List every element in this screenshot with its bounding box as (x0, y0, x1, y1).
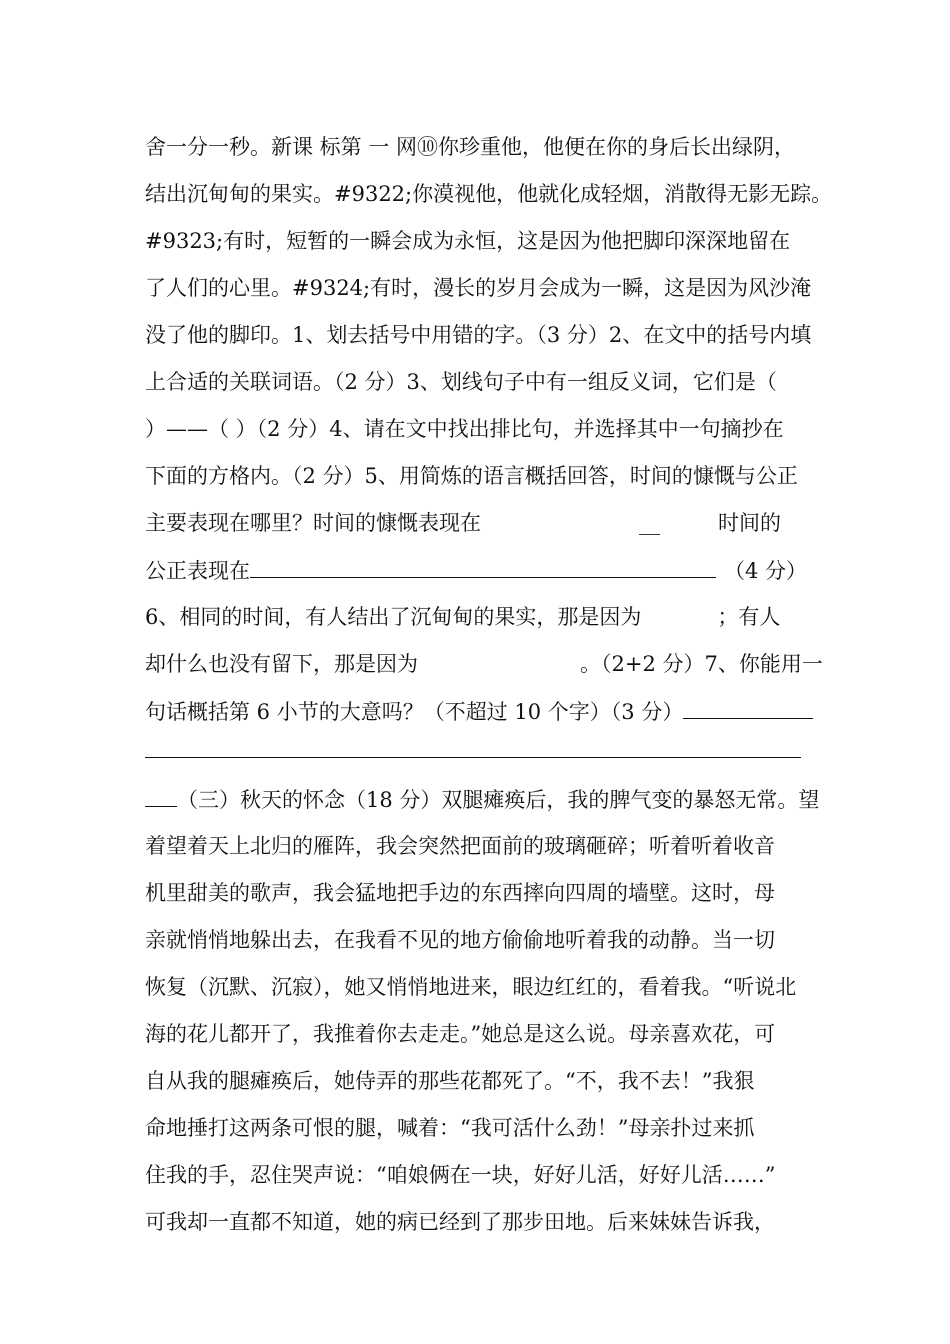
answer-blank-lead (145, 784, 177, 807)
text-line-17: 机里甜美的歌声，我会猛地把手边的东西摔向四周的墙壁。这时，母 (145, 881, 775, 905)
text-line-13 (145, 696, 810, 727)
line10-text-b: （4 分） (724, 559, 808, 583)
text-line-22: 命地捶打这两条可恨的腿，喊着：“我可活什么劲！”母亲扑过来抓 (145, 1116, 755, 1140)
text-line-6: 上合适的关联词语。（2 分）3、划线句子中有一组反义词，它们是（ (145, 370, 777, 394)
text-line-19: 恢复（沉默、沉寂），她又悄悄地进来，眼边红红的，看着我。“听说北 (145, 975, 797, 999)
line11-text-a: 6、相同的时间，有人结出了沉甸甸的果实，那是因为 (145, 605, 642, 629)
text-line-18: 亲就悄悄地躲出去，在我看不见的地方偷偷地听着我的动静。当一切 (145, 928, 775, 952)
text-line-10 (145, 555, 810, 586)
answer-blank-fairness (250, 555, 716, 578)
line15-text: （三）秋天的怀念（18 分）双腿瘫痪后，我的脾气变的暴怒无常。望 (177, 788, 820, 812)
text-line-9 (145, 508, 810, 538)
answer-blank-generosity: __ (639, 511, 660, 535)
line9-text-b: 时间的 (718, 511, 781, 535)
text-line-12 (145, 649, 823, 679)
text-line-24: 可我却一直都不知道，她的病已经到了那步田地。后来妹妹告诉我， (145, 1210, 775, 1234)
answer-line (145, 757, 801, 758)
text-line-1: 舍一分一秒。新课 标第 一 网⑩你珍重他，他便在你的身后长出绿阴， (145, 135, 796, 159)
line10-text-a: 公正表现在 (145, 559, 250, 583)
text-line-20: 海的花儿都开了，我推着你去走走。”她总是这么说。母亲喜欢花，可 (145, 1022, 776, 1046)
text-line-8: 下面的方格内。（2 分）5、用简炼的语言概括回答，时间的慷慨与公正 (145, 464, 798, 488)
text-line-11 (145, 602, 810, 632)
text-line-7: ）——（ ）（2 分）4、请在文中找出排比句，并选择其中一句摘抄在 (145, 417, 784, 441)
text-line-23: 住我的手，忍住哭声说：“咱娘俩在一块，好好儿活，好好儿活……” (145, 1163, 776, 1187)
text-line-16: 着望着天上北归的雁阵，我会突然把面前的玻璃砸碎；听着听着收音 (145, 834, 775, 858)
line9-text-a: 主要表现在哪里？时间的慷慨表现在 (145, 511, 481, 535)
line12-text-a: 却什么也没有留下，那是因为 (145, 652, 418, 676)
line12-text-b: 。（2+2 分）7、你能用一 (580, 652, 823, 676)
text-line-5: 没了他的脚印。1、划去括号中用错的字。（3 分）2、在文中的括号内填 (145, 323, 812, 347)
text-line-3: #9323;有时，短暂的一瞬会成为永恒，这是因为他把脚印深深地留在 (145, 229, 791, 253)
text-line-4: 了人们的心里。#9324;有时，漫长的岁月会成为一瞬，这是因为风沙淹 (145, 276, 812, 300)
line11-text-b: ；有人 (717, 605, 781, 629)
text-line-21: 自从我的腿瘫痪后，她侍弄的那些花都死了。“不，我不去！”我狠 (145, 1069, 755, 1093)
text-line-2: 结出沉甸甸的果实。#9322;你漠视他，他就化成轻烟，消散得无影无踪。 (145, 182, 833, 206)
text-line-15 (145, 784, 820, 815)
answer-blank-summary (683, 696, 813, 719)
line13-text: 句话概括第 6 小节的大意吗？（不超过 10 个字）（3 分） (145, 700, 684, 724)
